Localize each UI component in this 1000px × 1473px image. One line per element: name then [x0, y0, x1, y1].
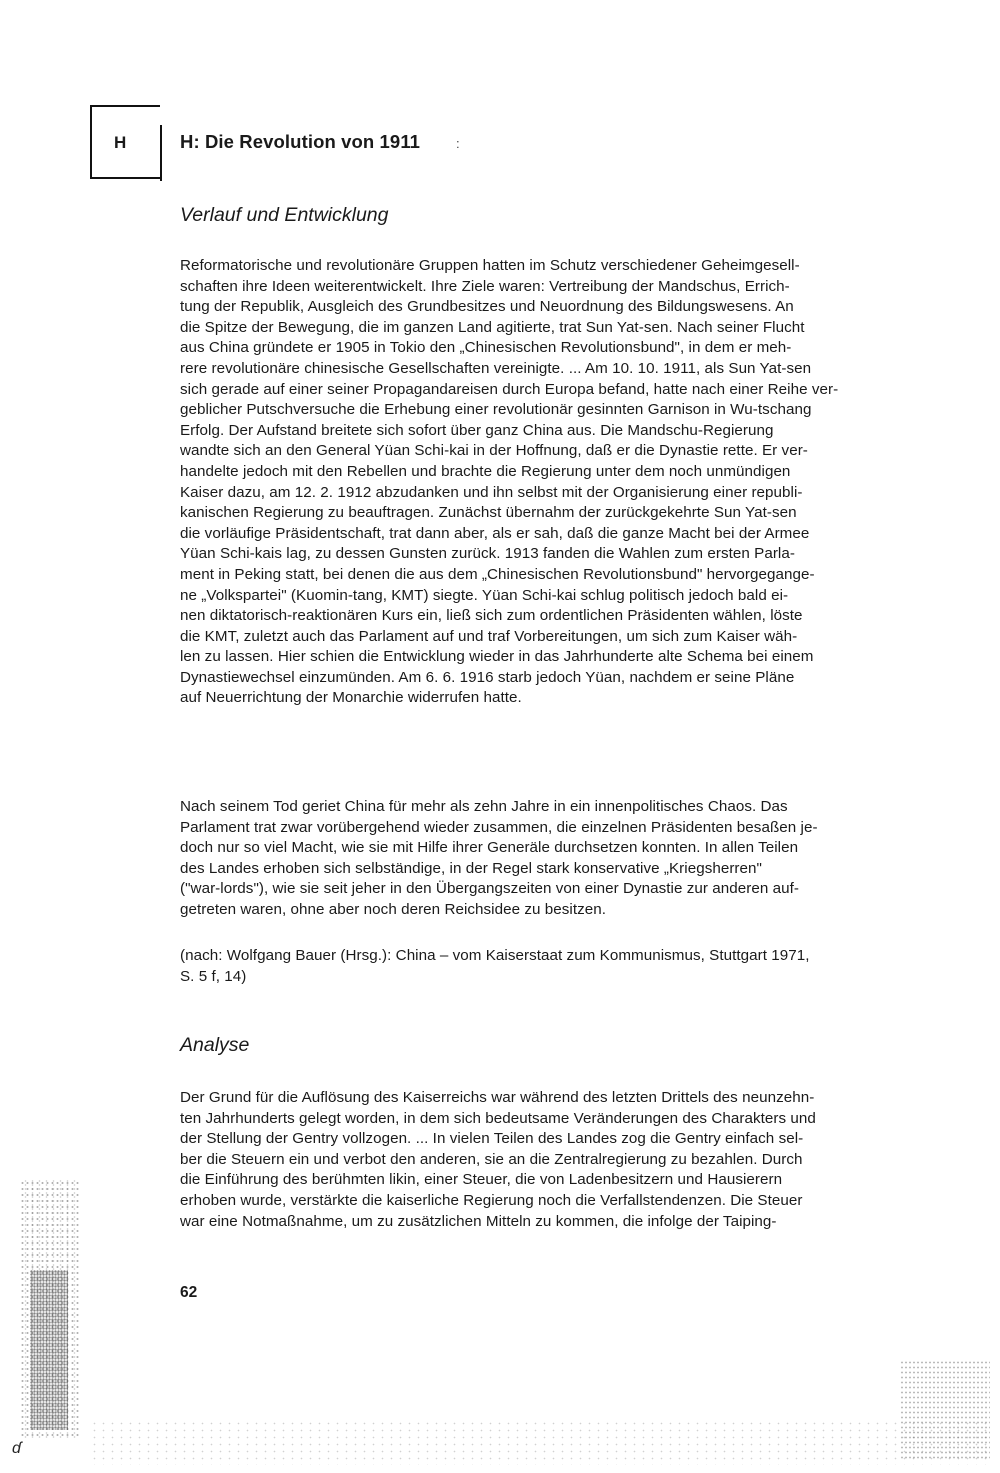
paragraph-verlauf-1 [180, 256, 960, 709]
text-line: rere revolutionäre chinesische Gesellschaften vereinigte. ... Am 10. 10. 1911, als Sun Yat-sen [180, 359, 812, 377]
text-line: Parlament trat zwar vorübergehend wieder zusammen, die einzelnen Präsidenten besaßen je- [180, 818, 818, 836]
citation-line: S. 5 f, 14) [180, 967, 247, 985]
text-line: tung der Republik, Ausgleich des Grundbesitzes und Neuordnung des Bildungswesens. An [180, 298, 794, 316]
text-line: war eine Notmaßnahme, um zu zusätzlichen Mitteln zu kommen, die infolge der Taiping- [180, 1212, 777, 1230]
text-line: Erfolg. Der Aufstand breitete sich sofort über ganz China aus. Die Mandschu-Regierung [180, 421, 774, 439]
section-marker-letter: H [114, 133, 127, 152]
citation-line: (nach: Wolfgang Bauer (Hrsg.): China – vom Kaiserstaat zum Kommunismus, Stuttgart 1971, [180, 947, 810, 964]
text-line: Yüan Schi-kais lag, zu dessen Gunsten zurück. 1913 fanden die Wahlen zum ersten Parla- [180, 545, 795, 563]
page-title: H: Die Revolution von 1911 [180, 131, 421, 152]
text-line: geblicher Putschversuche die Erhebung einer revolutionär gesinnten Garnison in Wu-tschang [180, 401, 812, 419]
text-line: Kaiser dazu, am 12. 2. 1912 abzudanken und ihn selbst mit der Organisierung einer republi- [180, 483, 803, 501]
text-line: aus China gründete er 1905 in Tokio den „Chinesischen Revolutionsbund", in dem er meh- [180, 339, 792, 357]
corner-mark: ɗ [12, 1440, 21, 1457]
paragraph-analyse [180, 1088, 960, 1232]
text-line: kanischen Regierung zu beauftragen. Zunächst übernahm der zurückgekehrte Sun Yat-sen [180, 504, 797, 522]
scan-noise-left-dark [30, 1270, 68, 1430]
heading-mark: : [456, 136, 460, 151]
text-line: der Stellung der Gentry vollzogen. ... In vielen Teilen des Landes zog die Gentry einfach sel- [180, 1130, 804, 1148]
text-line: ment in Peking statt, bei denen die aus dem „Chinesischen Revolutionsbund" hervorgegange- [180, 565, 815, 583]
subheading-verlauf: Verlauf und Entwicklung [180, 204, 389, 226]
text-line: nen diktatorisch-reaktionären Kurs ein, ließ sich zum ordentlichen Präsidenten wählen, löste [180, 607, 803, 625]
text-line: die KMT, zuletzt auch das Parlament auf und traf Vorbereitungen, um sich zum Kaiser wäh- [180, 627, 798, 645]
text-line: Der Grund für die Auflösung des Kaiserreichs war während des letzten Drittels des neunzehn- [180, 1089, 815, 1106]
page-number: 62 [180, 1284, 198, 1301]
text-line: ten Jahrhunderts gelegt worden, in dem sich bedeutsame Veränderungen des Charakters und [180, 1109, 816, 1127]
text-line: ne „Volkspartei" (Kuomin-tang, KMT) siegte. Yüan Schi-kai schlug politisch jedoch bald ei- [180, 586, 789, 604]
text-line: Reformatorische und revolutionäre Gruppen hatten im Schutz verschiedener Geheimgesell- [180, 257, 800, 274]
text-line: ber die Steuern ein und verbot den anderen, sie an die Zentralregierung zu bezahlen. Durch [180, 1150, 803, 1168]
text-line: auf Neuerrichtung der Monarchie widerrufen hatte. [180, 689, 522, 707]
text-line: wandte sich an den General Yüan Schi-kai in der Hoffnung, daß er die Dynastie rette. Er ver- [180, 442, 808, 460]
citation [180, 946, 960, 987]
text-line: doch nur so viel Macht, wie sie mit Hilfe ihrer Generäle durchsetzen konnten. In allen Teilen [180, 839, 799, 857]
paragraph-verlauf-2 [180, 797, 960, 921]
text-line: ("war-lords"), wie sie seit jeher in den Übergangszeiten von einer Dynastie zur anderen auf- [180, 880, 799, 898]
section-marker-box [90, 105, 160, 179]
text-line: schaften ihre Ideen weiterentwickelt. Ihre Ziele waren: Vertreibung der Mandschus, Errich- [180, 277, 790, 295]
text-line: die vorläufige Präsidentschaft, trat dann aber, als er sah, daß die ganze Macht bei der Armee [180, 524, 810, 542]
text-line: erhoben wurde, verstärkte die kaiserliche Regierung noch die Verfallstendenzen. Die Steuer [180, 1191, 803, 1209]
scan-noise-right [900, 1360, 990, 1460]
text-line: len zu lassen. Hier schien die Entwicklung wieder in das Jahrhunderte alte Schema bei einem [180, 648, 814, 666]
text-line: die Einführung des berühmten likin, einer Steuer, die von Ladenbesitzern und Hausierern [180, 1171, 783, 1189]
subheading-analyse: Analyse [180, 1034, 250, 1056]
text-line: getreten waren, ohne aber noch deren Reichsidee zu besitzen. [180, 900, 606, 918]
text-line: die Spitze der Bewegung, die im ganzen Land agitierte, trat Sun Yat-sen. Nach seiner Flucht [180, 318, 805, 336]
text-line: Dynastiewechsel einzumünden. Am 6. 6. 1916 starb jedoch Yüan, nachdem er seine Pläne [180, 668, 795, 686]
text-line: Nach seinem Tod geriet China für mehr als zehn Jahre in ein innenpolitisches Chaos. Das [180, 798, 788, 815]
scan-noise-bottom [90, 1420, 990, 1465]
text-line: sich gerade auf einer seiner Propagandareisen durch Europa befand, hatte nach einer Reihe ver- [180, 380, 839, 398]
text-line: des Landes erhoben sich selbständige, in der Regel stark konservative „Kriegsherren" [180, 859, 762, 877]
text-line: handelte jedoch mit den Rebellen und brachte die Regierung unter dem noch unmündigen [180, 462, 791, 480]
